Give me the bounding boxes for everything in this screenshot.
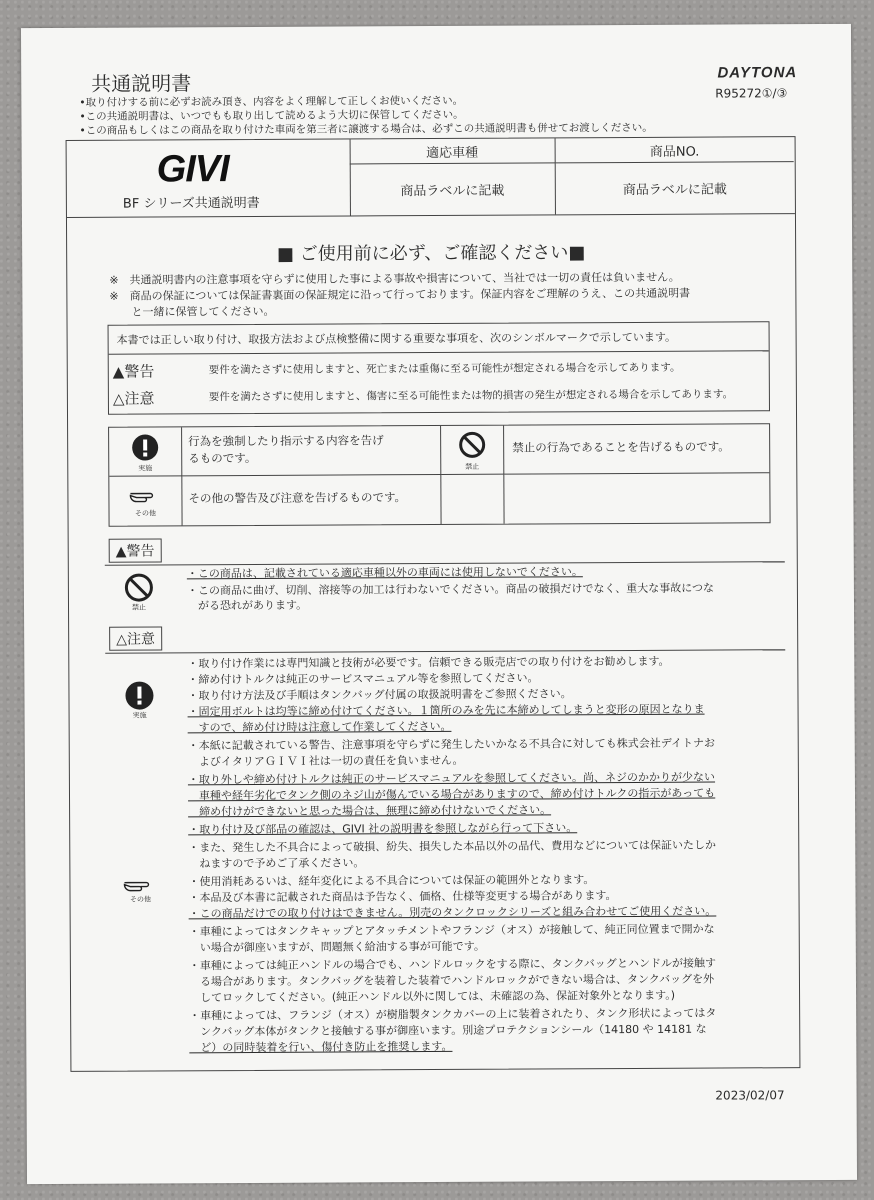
warning-icon-caption: 禁止 bbox=[131, 603, 147, 612]
header-note: •この共通説明書は、いつでもも取り出して読めるよう大切に保管してください。 bbox=[79, 108, 464, 123]
caution-other-icon-group bbox=[110, 876, 170, 904]
instruction-sheet bbox=[21, 24, 857, 1184]
spec-table bbox=[350, 137, 795, 216]
legend-other-caption: その他 bbox=[135, 509, 157, 518]
issue-date: 2023/02/07 bbox=[715, 1088, 785, 1103]
caution-other-item: ・車種によっては純正ハンドルの場合でも、ハンドルロックをする際に、タンクバッグとハンドルが接触す bbox=[188, 956, 717, 973]
header-note: •この商品もしくはこの商品を取り付けた車両を第三者に譲渡する場合は、必ずこの共通説明書も併せてお渡しください。 bbox=[79, 121, 653, 137]
document-code: R95272①/③ bbox=[715, 86, 788, 101]
document-title: 共通説明書 bbox=[91, 71, 192, 96]
warning-row bbox=[109, 350, 769, 384]
caution-other-item: ・車種によってはタンクキャップとアタッチメントやフランジ（オス）が接触して、純正同位置まで開かな bbox=[188, 922, 715, 939]
caution-other-item: ・取り外しや締め付けトルクは純正のサービスマニュアルを参照してください。尚、ネジのかかりが少ない bbox=[187, 770, 716, 787]
caution-label: △注意 bbox=[112, 389, 155, 408]
warning-item: がる恐れがあります。 bbox=[186, 598, 308, 613]
caution-mandatory-item: ・固定用ボルトは均等に締め付けてください。１箇所のみを先に本締めしてしまうと変形の原因となりま bbox=[187, 702, 705, 719]
daytona-logo: DAYTONA bbox=[717, 64, 798, 82]
remark-line: ※ 共通説明書内の注意事項を守らずに使用した事による事故や損害について、当社では一切の責任は負いません。 bbox=[109, 270, 680, 287]
warning-item: ・この商品に曲げ、切削、溶接等の加工は行わないでください。商品の破損だけでなく、重大な事故につな bbox=[186, 581, 715, 598]
filled-warning-triangle-icon: ▲ bbox=[112, 362, 125, 381]
caution-other-item: ・使用消耗あるいは、経年変化による不具合については保証の範囲外となります。 bbox=[188, 873, 595, 889]
mandatory-exclamation-icon bbox=[124, 680, 154, 710]
caution-other-item: ・本紙に記載されている警告、注意事項を守らずに発生したいかなる不具合に対しても株式会社デイトナお bbox=[187, 736, 716, 753]
caution-mandatory-item: すので、締め付け時は注意して作業してください。 bbox=[187, 719, 452, 735]
legend-other-icon-cell bbox=[109, 476, 182, 525]
pointing-hand-icon bbox=[122, 876, 158, 894]
legend-other-text: その他の警告及び注意を告げるものです。 bbox=[188, 490, 407, 506]
warning-desc: 要件を満たさずに使用しますと、死亡または重傷に至る可能性が想定される場合を示してあります。 bbox=[208, 361, 681, 377]
pointing-hand-icon bbox=[128, 487, 162, 505]
caution-mandatory-icon-group bbox=[109, 680, 169, 720]
symbol-intro: 本書では正しい取り付け、取扱方法および点検整備に関する重要な事項を、次のシンボルマークで示しています。 bbox=[116, 330, 677, 347]
caution-other-item: 車種や経年劣化でタンク側のネジ山が傷んでいる場合がありますので、締め付けトルクの指示があっても bbox=[187, 786, 716, 803]
caution-other-item: 締め付けができないと思った場合は、無理に締め付けないでください。 bbox=[188, 803, 552, 819]
header-note: •取り付けする前に必ずお読み頂き、内容をよく理解して正しくお使いください。 bbox=[79, 94, 464, 109]
caution-other-item: い場合が御座いますが、問題無く給油する事が可能です。 bbox=[188, 939, 485, 955]
legend-mandatory-icon-cell bbox=[109, 427, 182, 476]
remark-line: と一緒に保管してください。 bbox=[109, 304, 275, 319]
outline-caution-triangle-icon: △ bbox=[116, 631, 128, 648]
warning-tag: ▲警告 bbox=[109, 538, 162, 562]
caution-other-item: ・取り付け及び部品の確認は、GIVI 社の説明書を参照しながら行って下さい。 bbox=[188, 821, 578, 837]
caution-other-item: ・本品及び本書に記載された商品は予告なく、価格、仕様等変更する場合があります。 bbox=[188, 889, 617, 905]
caution-mandatory-caption: 実施 bbox=[132, 711, 147, 720]
caution-other-caption: その他 bbox=[130, 895, 152, 904]
legend-prohibited-icon-cell bbox=[441, 426, 504, 475]
caution-other-item: よびイタリアＧＩＶＩ社は一切の責任を負いません。 bbox=[187, 753, 464, 769]
filled-warning-triangle-icon: ▲ bbox=[115, 543, 127, 560]
warning-item: ・この商品は、記載されている適応車種以外の車両には使用しないでください。 bbox=[186, 565, 583, 581]
legend-mandatory-caption: 実施 bbox=[138, 464, 153, 473]
caution-mandatory-item: ・取り付け作業には専門知識と技術が必要です。信頼できる販売店での取り付けをお勧めします。 bbox=[187, 654, 670, 671]
series-subtitle: BF シリーズ共通説明書 bbox=[122, 195, 260, 212]
legend-prohibited-text-cell bbox=[504, 424, 769, 474]
legend-empty-cell bbox=[441, 475, 504, 524]
caution-desc: 要件を満たさずに使用しますと、傷害に至る可能性または物的損害の発生が想定される場合を示してあります。 bbox=[208, 388, 734, 404]
symbol-explanation-box bbox=[108, 321, 770, 414]
legend-other-text-cell bbox=[182, 475, 441, 525]
remark-line: ※ 商品の保証については保証書裏面の保証規定に沿って行っております。保証内容をご理解のうえ、この共通説明書 bbox=[109, 286, 691, 303]
outline-caution-triangle-icon: △ bbox=[112, 389, 125, 408]
warning-prohibited-icon-group bbox=[109, 572, 169, 612]
caution-row bbox=[109, 380, 769, 413]
main-frame bbox=[66, 136, 801, 1072]
brand-box bbox=[67, 139, 351, 217]
caution-mandatory-item: ・締め付けトルクは純正のサービスマニュアル等を参照してください。 bbox=[187, 671, 539, 687]
legend-mandatory-text-cell bbox=[182, 426, 441, 476]
caution-other-item: ・車種によっては、フランジ（オス）が樹脂製タンクカバーの上に装着されたり、タンク形状によってはタ bbox=[189, 1006, 717, 1023]
caution-mandatory-item: ・取り付け方法及び手順はタンクバッグ付属の取扱説明書をご参照ください。 bbox=[187, 687, 572, 703]
spec-value-product-no: 商品ラベルに記載 bbox=[622, 182, 727, 199]
spec-header-vehicle: 適応車種 bbox=[350, 138, 556, 164]
icon-legend-table bbox=[108, 423, 771, 526]
givi-logo: GIVI bbox=[156, 148, 229, 191]
notice-heading: ■ ご使用前に必ず、ご確認ください■ bbox=[276, 242, 586, 265]
prohibited-icon bbox=[124, 572, 154, 602]
legend-mandatory-text: 行為を強制したり指示する内容を告げるものです。 bbox=[188, 433, 384, 466]
legend-prohibited-caption: 禁止 bbox=[465, 462, 480, 471]
warning-label: ▲警告 bbox=[112, 362, 155, 381]
caution-other-item: ・また、発生した不具合によって破損、紛失、損失した本品以外の品代、費用などについては保証いたしか bbox=[188, 838, 717, 855]
caution-other-item: ねますので予めご了承ください。 bbox=[188, 856, 365, 871]
caution-other-item: ンクバッグ本体がタンクと接触する事が御座います。別途プロテクションシール（14180 や 14181 な bbox=[189, 1022, 707, 1039]
spec-header-product-no: 商品NO. bbox=[556, 137, 794, 163]
mandatory-exclamation-icon bbox=[131, 433, 159, 461]
caution-other-item: る場合があります。タンクバッグを装着した装着でハンドルロックができない場合は、タンクバッグを外 bbox=[188, 972, 715, 989]
prohibited-icon bbox=[458, 431, 486, 459]
caution-other-item: してロックしてください。(純正ハンドル以外に関しては、未確認の為、保証対象外となります。) bbox=[189, 988, 676, 1005]
spec-value-vehicle: 商品ラベルに記載 bbox=[350, 163, 556, 215]
caution-tag: △注意 bbox=[109, 626, 162, 650]
caution-other-item: ど）の同時装着を行い、傷付き防止を推奨します。 bbox=[189, 1039, 453, 1055]
caution-other-item: ・この商品だけでの取り付けはできません。別売のタンクロックシリーズと組み合わせてご使用ください。 bbox=[188, 904, 717, 921]
legend-prohibited-text: 禁止の行為であることを告げるものです。 bbox=[512, 439, 730, 455]
